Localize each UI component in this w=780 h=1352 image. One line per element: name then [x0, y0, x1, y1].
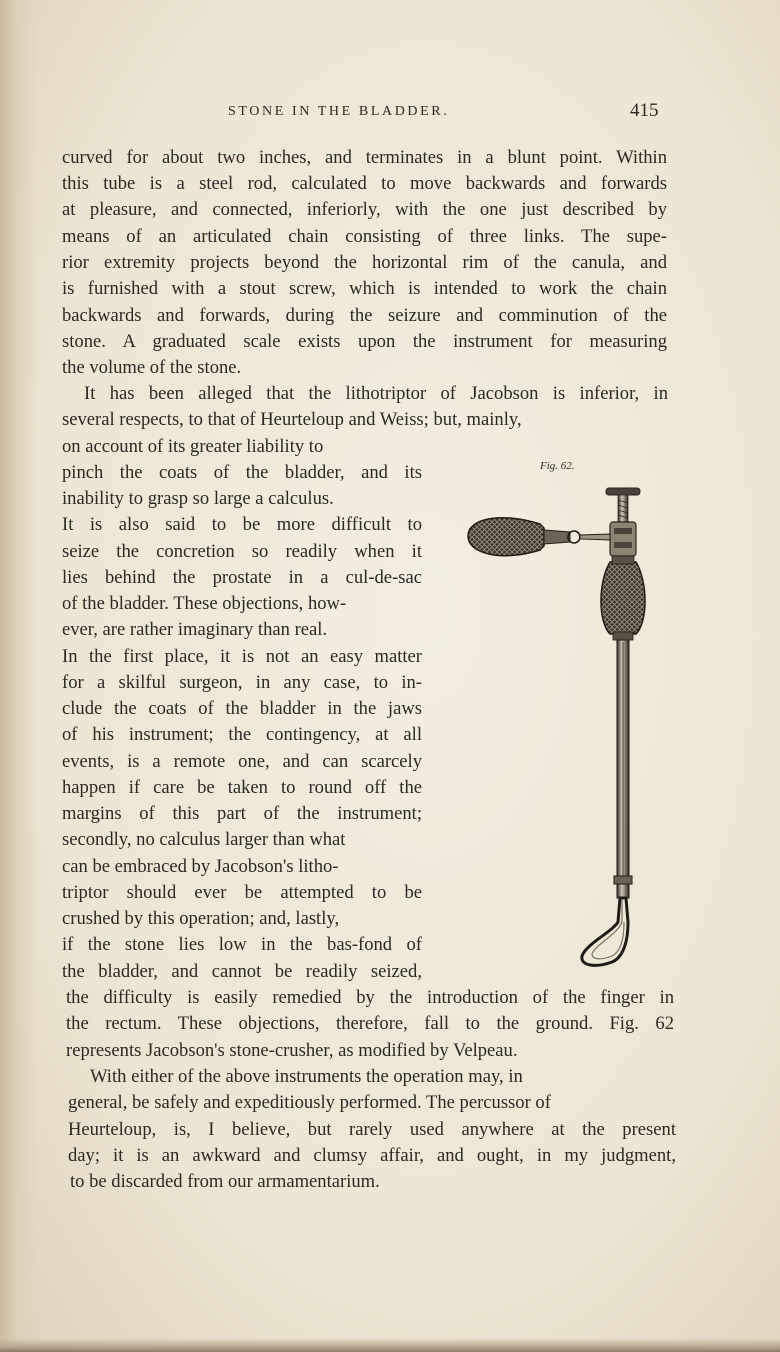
text-line: can be embraced by Jacobson's litho- — [62, 856, 339, 877]
text-line: seize the concretion so readily when it — [62, 541, 422, 562]
text-line: It is also said to be more difficult to — [62, 514, 422, 535]
text-line: clude the coats of the bladder in the jaws — [62, 698, 422, 719]
text-line: of his instrument; the contingency, at all — [62, 724, 422, 745]
text-line: represents Jacobson's stone-crusher, as modified by Velpeau. — [66, 1040, 518, 1061]
text-line: day; it is an awkward and clumsy affair, and ought, in my judgment, — [68, 1145, 676, 1166]
text-line: In the first place, it is not an easy matter — [62, 646, 422, 667]
text-line: secondly, no calculus larger than what — [62, 829, 346, 850]
text-line: of the bladder. These objections, how- — [62, 593, 347, 614]
text-line: With either of the above instruments the operation may, in — [90, 1066, 523, 1087]
text-line: the difficulty is easily remedied by the introduction of the finger in — [66, 987, 674, 1008]
text-line: is furnished with a stout screw, which is intended to work the chain — [62, 278, 667, 299]
text-line: several respects, to that of Heurteloup and Weiss; but, mainly, — [62, 409, 522, 430]
text-line: pinch the coats of the bladder, and its — [62, 462, 422, 483]
text-line: the bladder, and cannot be readily seized, — [62, 961, 422, 982]
text-line: means of an articulated chain consisting of three links. The supe- — [62, 226, 667, 247]
text-line: crushed by this operation; and, lastly, — [62, 908, 340, 929]
text-line: It has been alleged that the lithotriptor of Jacobson is inferior, in — [84, 383, 668, 404]
text-line: backwards and forwards, during the seizure and comminution of the — [62, 305, 667, 326]
text-line: this tube is a steel rod, calculated to move backwards and forwards — [62, 173, 667, 194]
running-title: STONE IN THE BLADDER. — [228, 104, 450, 119]
text-line: to be discarded from our armamentarium. — [70, 1171, 380, 1192]
text-line: events, is a remote one, and can scarcely — [62, 751, 422, 772]
text-line: margins of this part of the instrument; — [62, 803, 422, 824]
text-line: rior extremity projects beyond the horizontal rim of the canula, and — [62, 252, 667, 273]
page-number: 415 — [630, 100, 659, 121]
text-line: lies behind the prostate in a cul-de-sac — [62, 567, 422, 588]
text-line: ever, are rather imaginary than real. — [62, 619, 328, 640]
figure-caption: Fig. 62. — [540, 460, 575, 472]
text-line: on account of its greater liability to — [62, 436, 324, 457]
text-line: if the stone lies low in the bas-fond of — [62, 934, 422, 955]
text-line: the rectum. These objections, therefore, fall to the ground. Fig. 62 — [66, 1013, 674, 1034]
text-line: for a skilful surgeon, in any case, to in- — [62, 672, 422, 693]
text-line: the volume of the stone. — [62, 357, 242, 378]
text-line: stone. A graduated scale exists upon the instrument for measuring — [62, 331, 667, 352]
text-line: Heurteloup, is, I believe, but rarely used anywhere at the present — [68, 1119, 676, 1140]
page-bottom-edge — [0, 1338, 780, 1352]
stone-crusher-illustration — [462, 482, 662, 972]
page-gutter-shadow — [0, 0, 38, 1352]
text-line: triptor should ever be attempted to be — [62, 882, 422, 903]
text-line: happen if care be taken to round off the — [62, 777, 422, 798]
text-line: at pleasure, and connected, inferiorly, with the one just described by — [62, 199, 667, 220]
text-line: curved for about two inches, and terminates in a blunt point. Within — [62, 147, 667, 168]
text-line: general, be safely and expeditiously performed. The percussor of — [68, 1092, 551, 1113]
text-line: inability to grasp so large a calculus. — [62, 488, 334, 509]
